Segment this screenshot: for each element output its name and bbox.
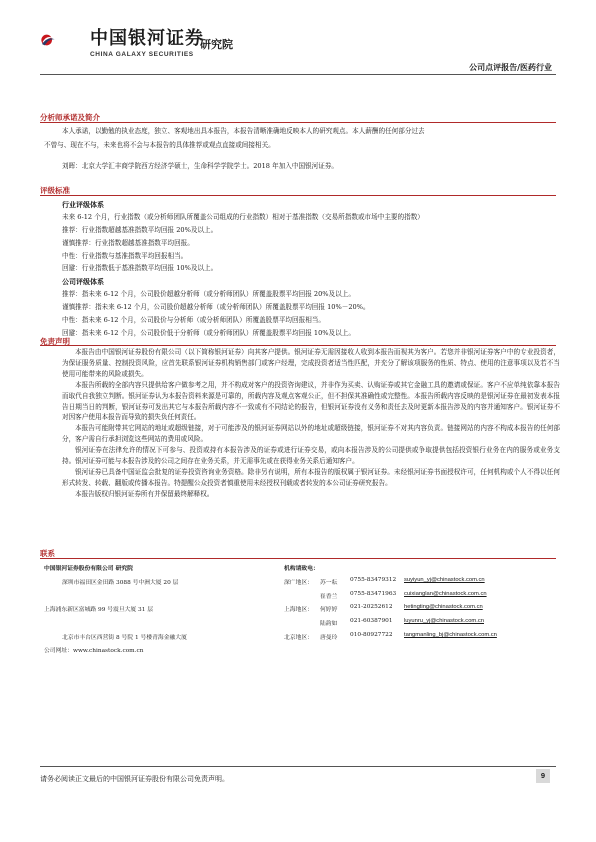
contact-email[interactable]: suyiyun_yj@chinastock.com.cn xyxy=(404,577,485,583)
company-website: 公司网址：www.chinastock.com.cn xyxy=(44,648,144,654)
footer-notice: 请务必阅读正文最后的中国银河证券股份有限公司免责声明。 xyxy=(40,775,229,783)
address-shanghai: 上海浦东新区富城路 99 号震旦大厦 31 层 xyxy=(44,607,154,613)
brand-name-cn: 中国银河证券 xyxy=(90,28,204,49)
section-rule xyxy=(40,345,556,346)
industry-rating-title: 行业评级体系 xyxy=(62,201,104,209)
footer-rule xyxy=(40,766,556,767)
disclaimer-body xyxy=(62,347,560,500)
contact-name: 唐曼玲 xyxy=(320,635,338,641)
company-rating-line: 谨慎推荐：指未来 6-12 个月，公司股价超越分析师（或分析师团队）所覆盖股票平均回报 10%－20%。 xyxy=(62,303,370,311)
disclaimer-paragraph: 本报告所载的全部内容只提供给客户做参考之用，并不构成对客户的投资咨询建议，并非作为买卖、认购证券或其它金融工具的邀请或保证。客户不应单纯依靠本报告而取代自我独立判断。银河证券认为本报告资料来源是可靠的，所载内容及观点客观公正，但不担保其准确性或完整性。本报告所载内容反映的是银河证券在最初发表本报告日期当日的判断，银河证券可发出其它与本报告所载内容不一致或有不同结论的报告，但银河证券没有义务和责任去及时更新本报告涉及的内容并通知客户。银河证券不对因客户使用本报告而导致的损失负任何责任。 xyxy=(62,380,560,422)
industry-rating-line: 谨慎推荐：行业指数超越基准指数平均回报。 xyxy=(62,239,194,247)
contact-section-title: 联系 xyxy=(40,549,55,558)
disclaimer-paragraph: 银河证券在法律允许的情况下可参与、投资或持有本报告涉及的证券或进行证券交易，或向本报告涉及的公司提供或争取提供包括投资银行业务在内的服务或业务支持。银河证券可能与本报告涉及的公司之间存在业务关系，并无需事先或在获得业务关系后通知客户。 xyxy=(62,446,560,466)
address-beijing: 北京市丰台区西营街 8 号院 1 号楼青海金融大厦 xyxy=(62,635,187,641)
commitment-line: 不曾与、现在不与，未来也将不会与本报告的具体推荐或观点直接或间接相关。 xyxy=(44,141,275,149)
contact-phone: 010-80927722 xyxy=(350,632,393,638)
company-rating-line: 推荐：指未来 6-12 个月，公司股价超越分析师（或分析师团队）所覆盖股票平均回报 20%及以上。 xyxy=(62,290,355,298)
header-rule xyxy=(40,74,556,75)
section-rule xyxy=(40,122,556,123)
industry-rating-line: 回避：行业指数低于基准指数平均回报 10%及以上。 xyxy=(62,264,218,272)
contact-name: 苏一耘 xyxy=(320,580,338,586)
company-rating-title: 公司评级体系 xyxy=(62,278,104,286)
contact-phone: 0755-83471963 xyxy=(350,591,397,597)
contact-email[interactable]: tangmanling_bj@chinastock.com.cn xyxy=(404,632,497,638)
commitment-line: 本人承诺，以勤勉的执业态度，独立、客观地出具本报告，本报告清晰准确地反映本人的研究观点。本人薪酬的任何部分过去 xyxy=(62,127,425,135)
analyst-section-title: 分析师承诺及简介 xyxy=(40,113,100,122)
contact-name: 陆韵如 xyxy=(320,621,338,627)
report-type: 公司点评报告/医药行业 xyxy=(469,62,552,72)
contact-name: 何婷婷 xyxy=(320,607,338,613)
contact-company: 中国银河证券股份有限公司 研究院 xyxy=(44,566,133,572)
contact-phone: 0755-83479312 xyxy=(350,577,397,583)
contact-name: 崔香兰 xyxy=(320,594,338,600)
galaxy-logo-icon xyxy=(40,20,90,60)
disclaimer-paragraph: 本报告由中国银河证券股份有限公司（以下简称银河证券）向其客户提供。银河证券无需因接收人收到本报告而视其为客户。若您并非银河证券客户中的专业投资者，为保证服务质量、控制投资风险，应首先联系银河证券机构销售部门或客户经理，完成投资者适当性匹配，并充分了解该项服务的性质、特点、使用的注意事项以及若不当使用可能带来的风险或损失。 xyxy=(62,348,560,378)
disclaimer-paragraph: 本报告版权归银河证券所有并保留最终解释权。 xyxy=(75,489,214,498)
sales-title: 机构请致电： xyxy=(284,566,319,572)
disclaimer-paragraph: 本报告可能附带其它网站的地址或超级链接，对于可能涉及的银河证券网站以外的地址或超级链接，银河证券不对其内容负责。链接网站的内容不构成本报告的任何部分，客户需自行承担浏览这些网站的费用或风险。 xyxy=(62,424,560,444)
contact-email[interactable]: hetingting@chinastock.com.cn xyxy=(404,604,483,610)
address-shenzhen: 深圳市福田区金田路 3088 号中洲大厦 20 层 xyxy=(62,580,179,586)
contact-region: 深广地区： xyxy=(284,580,313,586)
contact-region: 北京地区： xyxy=(284,635,313,641)
company-rating-line: 回避：指未来 6-12 个月，公司股价低于分析师（或分析师团队）所覆盖股票平均回报 10%及以上。 xyxy=(62,329,355,337)
brand-name-en: CHINA GALAXY SECURITIES xyxy=(90,51,194,58)
disclaimer-paragraph: 银河证券已具备中国证监会批复的证券投资咨询业务资格。除非另有说明，所有本报告的版权属于银河证券。未经银河证券书面授权许可，任何机构或个人不得以任何形式转发、转载、翻版或传播本报告。特提醒公众投资者慎重使用未经授权刊载或者转发的本公司证券研究报告。 xyxy=(62,467,560,487)
disclaimer-section-title: 免责声明 xyxy=(40,337,70,346)
industry-rating-line: 推荐：行业指数超越基准指数平均回报 20%及以上。 xyxy=(62,226,218,234)
contact-email[interactable]: cuixianglan@chinastock.com.cn xyxy=(404,591,487,597)
rating-section-title: 评级标准 xyxy=(40,186,70,195)
section-rule xyxy=(40,558,556,559)
company-rating-line: 中性：指未来 6-12 个月，公司股价与分析师（或分析师团队）所覆盖股票平均回报相当。 xyxy=(62,316,325,324)
contact-phone: 021-60387901 xyxy=(350,618,393,624)
contact-region: 上海地区： xyxy=(284,607,313,613)
page-number: 9 xyxy=(536,769,550,783)
industry-rating-line: 未来 6-12 个月，行业指数（或分析师团队所覆盖公司组成的行业指数）相对于基准指数（交易所指数或市场中主要的指数） xyxy=(62,213,424,221)
contact-phone: 021-20252612 xyxy=(350,604,393,610)
research-label: 研究院 xyxy=(200,38,233,51)
contact-email[interactable]: luyunru_yj@chinastock.com.cn xyxy=(404,618,484,624)
industry-rating-line: 中性：行业指数与基准指数平均回报相当。 xyxy=(62,252,188,260)
analyst-bio: 刘晖：北京大学汇丰商学院西方经济学硕士，生命科学学院学士。2018 年加入中国银河证券。 xyxy=(62,162,339,170)
section-rule xyxy=(40,195,556,196)
